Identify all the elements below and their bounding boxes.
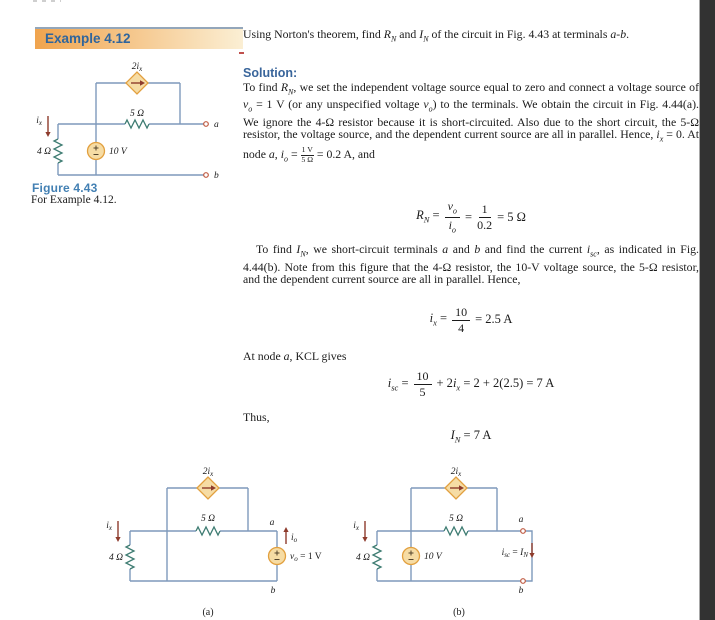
current-ix-arrow <box>115 521 120 542</box>
label-5ohm: 5 Ω <box>130 109 144 119</box>
label-ix: $i_x$ <box>36 116 42 127</box>
kcl-line: At node a, KCL gives <box>243 348 347 363</box>
solution-heading: Solution: <box>243 65 298 80</box>
resistor-5ohm <box>444 527 468 535</box>
equation-ix: $i_x$ = $\frac{10}{4}$ = 2.5 A <box>429 304 513 335</box>
solution-paragraph-2: To find $I_N$, we short-circuit terminals a and b and find the current $i_{sc}$, as indicated in Fig. 4.44(b). Note from this figure that the 4-Ω resistor, the 10-V voltage source, the 5-Ω resistor, and the dependent current source are all in parallel. Hence, <box>243 242 699 287</box>
resistor-5ohm <box>196 527 220 535</box>
voltage-source-vo <box>269 548 286 565</box>
right-dark-bar <box>699 0 715 620</box>
example-header <box>35 27 243 49</box>
label-terminal-b: b <box>214 171 219 181</box>
label-terminal-b: b <box>518 586 524 596</box>
equation-isc: $i_{sc}$ = $\frac{10}{5}$ + $2i_x = 2 + 2(2.5) = 7$ A <box>387 369 555 400</box>
subfigure-caption-a: (a) <box>202 607 214 618</box>
equation-rn: $R_N$ = $\frac{v_o}{i_o}$ = $\frac{1}{0.2}$ = 5 Ω <box>416 198 526 235</box>
dependent-current-source <box>126 72 148 94</box>
voltage-source-10v <box>88 143 105 160</box>
label-io: $i_o$ <box>291 533 298 544</box>
label-dep-source: $2i_x$ <box>202 467 214 478</box>
label-vo: $v_o = 1$ V <box>290 552 322 563</box>
subfigure-caption-b: (b) <box>453 607 465 618</box>
figure-4-43-circuit <box>30 55 240 183</box>
label-5ohm: 5 Ω <box>201 514 215 524</box>
label-ix: $i_x$ <box>353 521 359 532</box>
page-edge-artifact <box>33 0 61 2</box>
label-node-b: b <box>270 586 276 596</box>
label-4ohm: 4 Ω <box>109 553 123 563</box>
label-node-a: a <box>269 518 275 528</box>
label-dep-source: $2i_x$ <box>131 62 143 73</box>
label-10v: 10 V <box>109 147 127 157</box>
label-dep-source: $2i_x$ <box>450 467 462 478</box>
label-4ohm: 4 Ω <box>356 553 370 563</box>
resistor-5ohm <box>125 120 149 128</box>
label-ix: $i_x$ <box>106 521 112 532</box>
problem-statement: Using Norton's theorem, find $R_N$ and $I_N$ of the circuit in Fig. 4.43 at terminals a-b. <box>243 27 630 44</box>
terminal-b <box>521 579 526 584</box>
label-terminal-a: a <box>214 120 219 130</box>
label-terminal-a: a <box>518 515 524 525</box>
dependent-current-source <box>445 477 467 499</box>
thus-line: Thus, <box>243 409 270 424</box>
dependent-current-source <box>197 477 219 499</box>
current-ix-arrow <box>362 521 367 542</box>
figure-caption-sub: For Example 4.12. <box>31 194 117 206</box>
resistor-4ohm <box>373 545 381 569</box>
solution-paragraph-1: To find $R_N$, we set the independent voltage source equal to zero and connect a voltage source of $v_o = 1$ V (or any unspecified voltage $v_o$) to the terminals. We obtain the circuit in Fig. 4.44(a). We ignore the 4-Ω resistor because it is short-circuited. Also due to the short circuit, the 5-Ω resistor, the voltage source, and the dependent current source are all in parallel. Hence, $i_x = 0$. At node a, $i_o$ = $\frac{1 V}{5 \Omega}$ = 0.2 A, and <box>243 79 699 164</box>
terminal-b <box>204 173 209 178</box>
resistor-4ohm <box>54 139 62 163</box>
inline-fraction: $\frac{1 V}{5 \Omega}$ <box>301 144 314 164</box>
label-isc: $i_{sc} = I_N$ <box>501 548 528 559</box>
label-5ohm: 5 Ω <box>449 514 463 524</box>
figure-4-44a-circuit <box>100 460 330 618</box>
voltage-source-10v <box>403 548 420 565</box>
figure-4-44b-circuit <box>340 460 570 618</box>
label-10v: 10 V <box>424 552 442 562</box>
wires <box>377 488 532 581</box>
resistor-4ohm <box>126 545 134 569</box>
figure-caption-title: Figure 4.43 <box>32 181 98 195</box>
wires <box>58 83 204 175</box>
terminal-a <box>521 529 526 534</box>
wires <box>130 488 277 581</box>
equation-in: $I_N = 7$ A <box>450 427 492 445</box>
example-title: Example 4.12 <box>45 31 131 46</box>
terminal-a <box>204 122 209 127</box>
current-isc-arrow <box>529 543 534 558</box>
current-io-arrow <box>283 527 288 544</box>
label-4ohm: 4 Ω <box>37 147 51 157</box>
current-ix-arrow <box>45 116 50 137</box>
text-column <box>243 25 699 445</box>
